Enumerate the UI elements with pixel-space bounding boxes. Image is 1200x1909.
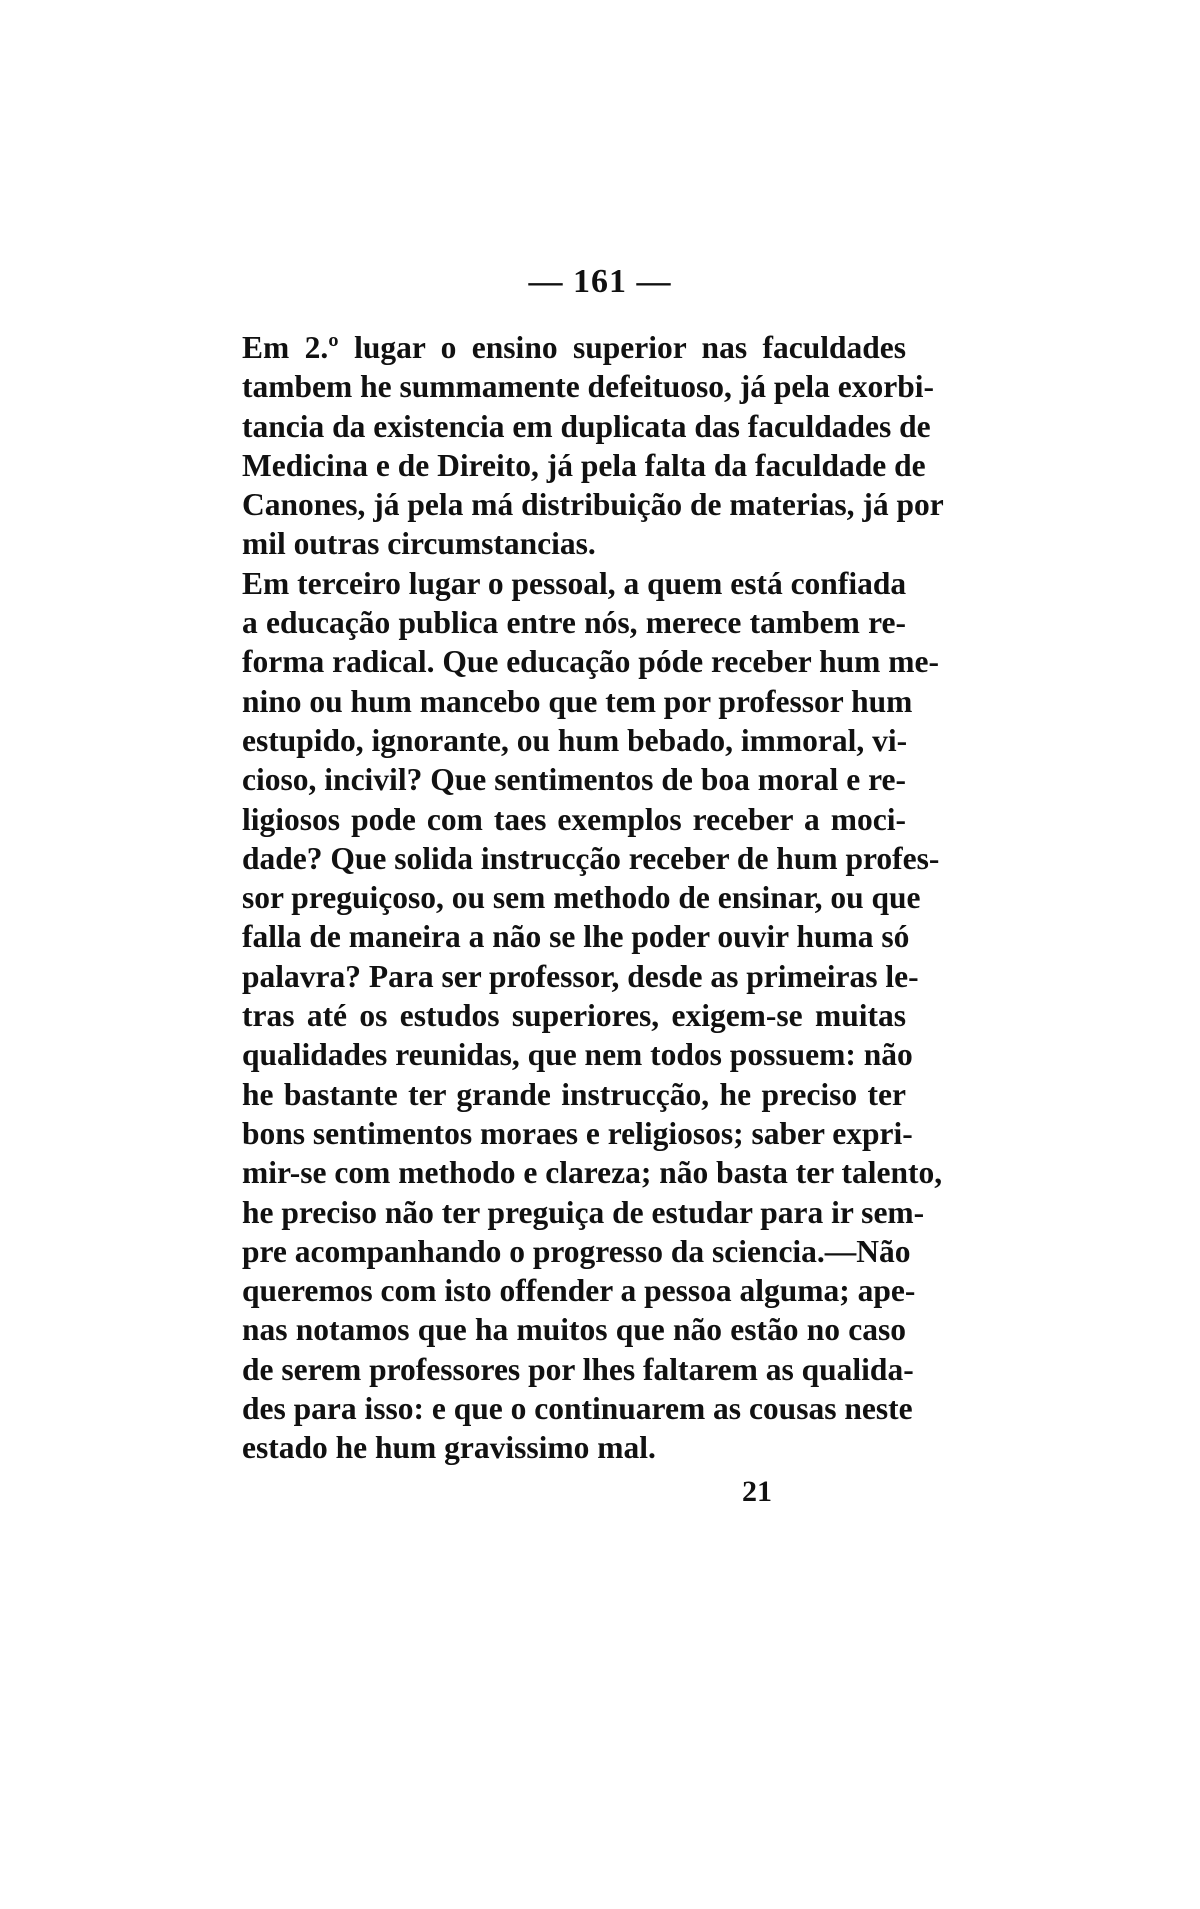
text-line: Medicina e de Direito, já pela falta da faculdade de [242,447,926,483]
text-line: he preciso não ter preguiça de estudar para ir sem- [242,1194,925,1230]
text-line: de serem professores por lhes faltarem as qualida- [242,1351,914,1387]
text-line: Em 2.º lugar o ensino superior nas faculdades [242,330,906,365]
text-line: queremos com isto offender a pessoa alguma; ape- [242,1273,916,1309]
text-line: nino ou hum mancebo que tem por professor hum [242,683,913,719]
text-line: Canones, já pela má distribuição de materias, já por [242,487,944,523]
text-line: he bastante ter grande instrucção, he preciso ter [242,1076,906,1112]
text-line: mir-se com methodo e clareza; não basta ter talento, [242,1155,943,1191]
text-line: estado he hum gravissimo mal. [242,1430,656,1466]
text-line: palavra? Para ser professor, desde as primeiras le- [242,958,919,994]
text-line: Em terceiro lugar o pessoal, a quem está confiada [242,565,907,601]
text-line: des para isso: e que o continuarem as cousas neste [242,1391,913,1427]
text-line: bons sentimentos moraes e religiosos; saber expri- [242,1115,913,1151]
text-line: falla de maneira a não se lhe poder ouvir huma só [242,919,910,955]
signature-mark: 21 [742,1475,772,1508]
body-text [242,328,944,1468]
page-number-header: — 161 — [528,263,672,300]
text-line: dade? Que solida instrucção receber de hum profes- [242,840,940,876]
text-line: tambem he summamente defeituoso, já pela exorbi- [242,369,935,405]
text-line: cioso, incivil? Que sentimentos de boa moral e re- [242,762,906,798]
text-line: tancia da existencia em duplicata das faculdades de [242,408,931,444]
text-line: nas notamos que ha muitos que não estão no caso [242,1312,906,1348]
text-line: qualidades reunidas, que nem todos possuem: não [242,1037,913,1073]
text-line: forma radical. Que educação póde receber hum me- [242,644,939,680]
text-line: a educação publica entre nós, merece tambem re- [242,605,906,641]
text-line: sor preguiçoso, ou sem methodo de ensinar, ou que [242,880,921,916]
text-line: ligiosos pode com taes exemplos receber a moci- [242,801,906,837]
text-line: pre acompanhando o progresso da sciencia.—Não [242,1233,911,1269]
text-line: estupido, ignorante, ou hum bebado, immoral, vi- [242,722,908,758]
text-line: mil outras circumstancias. [242,526,596,562]
text-line: tras até os estudos superiores, exigem-se muitas [242,998,906,1034]
